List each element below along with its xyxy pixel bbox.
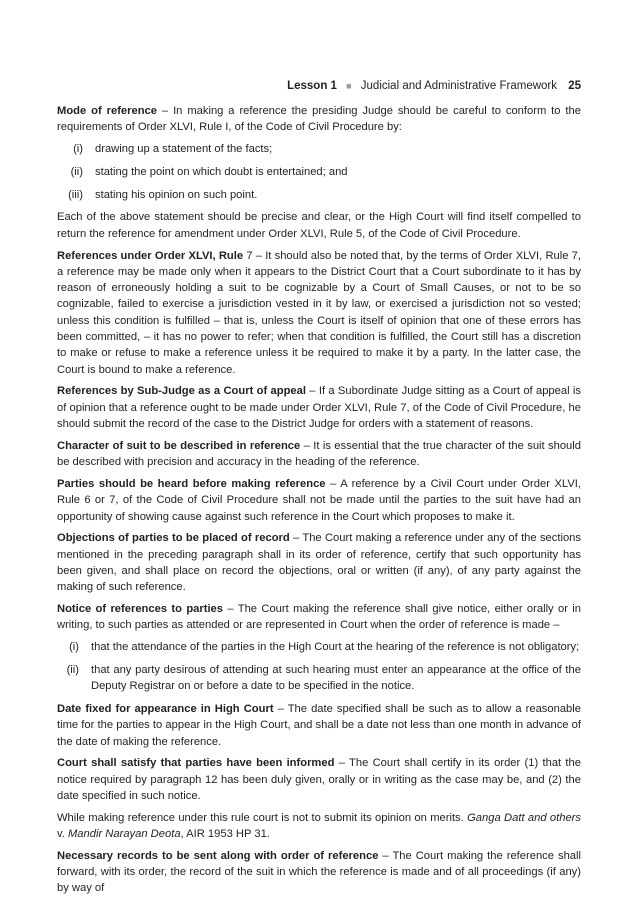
list-number: (i) bbox=[69, 641, 79, 654]
heading-court-satisfy: Court shall satisfy that parties have been informed bbox=[57, 757, 335, 770]
heading-objections: Objections of parties to be placed of record bbox=[57, 532, 290, 545]
citation: , AIR 1953 HP 31. bbox=[180, 828, 270, 841]
paragraph-each-statement: Each of the above statement should be precise and clear, or the High Court will find itself compelled to return the reference for amendment under Order XLVI, Rule 5, of the Code of Civil Procedure. bbox=[57, 211, 581, 240]
heading-necessary-records: Necessary records to be sent along with order of reference bbox=[57, 849, 379, 862]
paragraph-text: – The Court shall certify in its order (1) that the notice required by paragraph 12 has been duly given, orally or in writing as the case may be, and (2) the date specified in such notice. bbox=[57, 757, 581, 802]
paragraph-text: 7 – It should also be noted that, by the terms of Order XLVI, Rule 7, a reference may be made only when it appears to the District Court that a Court subordinate to it has by reason of erroneously holding a suit to be cognizable by a Court of Small Causes, or not to be so cognizable, failed to exercise a jurisdiction vested in it by law, or exercised a jurisdiction not so vested; unless this condition is fulfilled – that is, unless the Court is itself of opinion that one of these errors has been committed, – it has no power to refer; when that condition is fulfilled, the Court still has a discretion to make or refuse to make a reference unless it be required to make it by a party. In the latter case, the Court is bound to make a reference. bbox=[57, 249, 581, 376]
list-number: (ii) bbox=[70, 165, 83, 178]
paragraph-text: – The Court making a reference under any of the sections mentioned in the preceding paragraph shall in its order of reference, certify that such opportunity has been given, and shall place on record the objections, oral or written (if any), of any party against the making of such reference. bbox=[57, 532, 581, 594]
paragraph-merits bbox=[57, 810, 581, 843]
heading-notice: Notice of references to parties bbox=[57, 603, 224, 616]
paragraph-objections bbox=[57, 530, 581, 595]
list-text: that the attendance of the parties in the High Court at the hearing of the reference is not obligatory; bbox=[91, 641, 580, 654]
list-text: drawing up a statement of the facts; bbox=[95, 143, 273, 156]
chapter-title: Judicial and Administrative Framework bbox=[360, 80, 557, 92]
list-number: (iii) bbox=[68, 188, 83, 201]
heading-sub-judge: References by Sub-Judge as a Court of appeal bbox=[57, 385, 306, 398]
paragraph-necessary-records bbox=[57, 848, 581, 897]
heading-parties-heard: Parties should be heard before making reference bbox=[57, 477, 326, 490]
notice-list bbox=[57, 639, 581, 694]
list-text: stating his opinion on such point. bbox=[95, 188, 258, 201]
case-name: Ganga Datt and others bbox=[467, 811, 581, 824]
case-name-second: Mandir Narayan Deota bbox=[67, 828, 181, 841]
heading-character: Character of suit to be described in reference bbox=[57, 439, 301, 452]
list-text: that any party desirous of attending at such hearing must enter an appearance at the office of the Deputy Registrar on or before a date to be specified in the notice. bbox=[91, 663, 581, 693]
paragraph-court-satisfy bbox=[57, 755, 581, 804]
page-number: 25 bbox=[568, 80, 581, 92]
list-item bbox=[57, 662, 581, 695]
mode-list bbox=[57, 141, 581, 203]
list-item bbox=[57, 141, 581, 157]
list-item bbox=[57, 187, 581, 203]
paragraph-text: – In making a reference the presiding Judge should be careful to conform to the requirements of Order XLVI, Rule I, of the Code of Civil Procedure by: bbox=[57, 105, 581, 134]
paragraph-text: While making reference under this rule court is not to submit its opinion on merits. bbox=[57, 811, 468, 824]
heading-date-fixed: Date fixed for appearance in High Court bbox=[57, 703, 274, 715]
paragraph-notice bbox=[57, 601, 581, 634]
page-body bbox=[57, 103, 581, 902]
lesson-label: Lesson 1 bbox=[287, 80, 337, 92]
paragraph-text: – The date specified shall be such as to allow a reasonable time for the parties to appear in the High Court, and shall be a date not less than one month in advance of the date of making the reference. bbox=[57, 703, 581, 748]
running-header bbox=[287, 80, 581, 92]
versus-text: v. bbox=[57, 828, 68, 841]
paragraph-sub-judge bbox=[57, 383, 581, 432]
paragraph-text: – A reference by a Civil Court under Order XLVI, Rule 6 or 7, of the Code of Civil Procedure shall not be made until the parties to the suit have had an opportunity of showing cause against such reference in the Court which proposes to make it. bbox=[57, 477, 581, 523]
paragraph-text: – It is essential that the true character of the suit should be described with precision and accuracy in the heading of the reference. bbox=[57, 439, 581, 469]
paragraph-parties-heard bbox=[57, 476, 581, 525]
list-number: (ii) bbox=[66, 663, 79, 676]
list-text: stating the point on which doubt is entertained; and bbox=[95, 165, 348, 178]
list-number: (i) bbox=[73, 143, 83, 156]
paragraph-text: – If a Subordinate Judge sitting as a Court of appeal is of opinion that a reference ought to be made under Order XLVI, Rule 7, of the Code of Civil Procedure, he should submit the record of the case to the District Judge for orders with a statement of reasons. bbox=[57, 385, 581, 431]
paragraph-text: – The Court making the reference shall give notice, either orally or in writing, to such parties as attended or are represented in Court when the order of reference is made – bbox=[57, 603, 582, 632]
separator-square-icon: ■ bbox=[346, 81, 352, 91]
heading-mode-of-reference: Mode of reference bbox=[57, 105, 157, 117]
paragraph-character bbox=[57, 438, 581, 471]
list-item bbox=[57, 164, 581, 180]
paragraph-references-order bbox=[57, 248, 581, 378]
paragraph-text: – The Court making the reference shall forward, with its order, the record of the suit in which the reference is made and of all proceedings (if any) by way of bbox=[57, 849, 581, 895]
paragraph-date-fixed bbox=[57, 701, 581, 750]
list-item bbox=[57, 639, 581, 655]
paragraph-mode-of-reference bbox=[57, 103, 581, 136]
heading-references-order: References under Order XLVI, Rule bbox=[57, 249, 244, 262]
